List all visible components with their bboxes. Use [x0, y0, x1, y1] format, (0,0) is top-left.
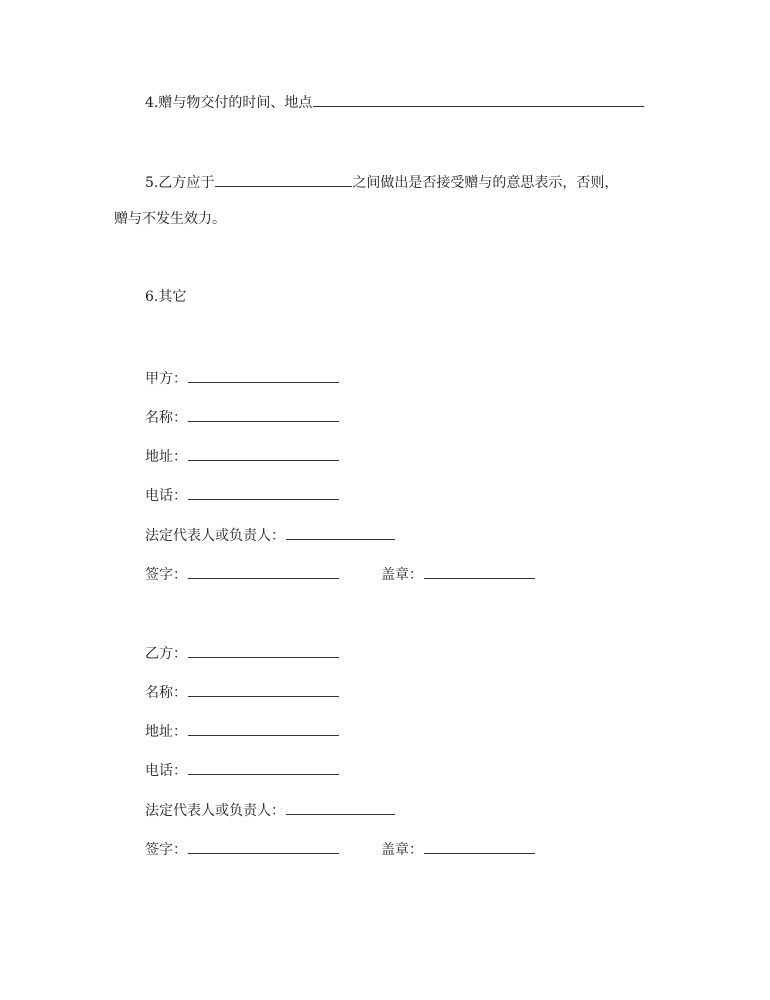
- party-a-label: 甲方：: [145, 371, 187, 387]
- party-b-rep-row: [145, 799, 395, 819]
- party-b-address-label: 地址：: [145, 724, 187, 740]
- party-b-name-row: [145, 681, 339, 701]
- clause-5-continuation: [114, 209, 226, 229]
- clause-4-text: 4.赠与物交付的时间、地点: [145, 95, 313, 111]
- clause-4: [145, 91, 644, 111]
- clause-6: [145, 287, 186, 307]
- party-a-sign-row: [145, 563, 339, 583]
- party-a-name-row: [145, 406, 339, 426]
- acceptance-period-field[interactable]: [215, 171, 352, 187]
- party-a-address-field[interactable]: [188, 445, 339, 461]
- party-a-seal-row: [381, 563, 535, 583]
- party-b-seal-field[interactable]: [424, 838, 535, 854]
- party-b-rep-label: 法定代表人或负责人：: [145, 803, 285, 819]
- party-a-sign-field[interactable]: [188, 563, 339, 579]
- party-a-phone-field[interactable]: [188, 484, 339, 500]
- party-b-sign-label: 签字：: [145, 842, 187, 858]
- party-b-name-field[interactable]: [188, 681, 339, 697]
- party-a-name-field[interactable]: [188, 406, 339, 422]
- party-a-phone-row: [145, 484, 339, 504]
- party-a-sign-label: 签字：: [145, 567, 187, 583]
- party-b-name-label: 名称：: [145, 685, 187, 701]
- clause-5-text-before: 5.乙方应于: [145, 175, 215, 191]
- party-b-phone-label: 电话：: [145, 763, 187, 779]
- clause-6-text: 6.其它: [145, 289, 187, 305]
- party-b-field[interactable]: [188, 642, 339, 658]
- party-a-address-label: 地址：: [145, 449, 187, 465]
- party-b-address-row: [145, 720, 339, 740]
- party-a-rep-row: [145, 524, 395, 544]
- party-b-address-field[interactable]: [188, 720, 339, 736]
- party-a-name-label: 名称：: [145, 410, 187, 426]
- party-b-phone-field[interactable]: [188, 759, 339, 775]
- party-b-row: [145, 642, 339, 662]
- party-b-sign-field[interactable]: [188, 838, 339, 854]
- party-a-seal-label: 盖章：: [381, 567, 423, 583]
- party-a-phone-label: 电话：: [145, 488, 187, 504]
- party-a-rep-label: 法定代表人或负责人：: [145, 528, 285, 544]
- clause-5-text-after: 之间做出是否接受赠与的意思表示，否则，: [352, 175, 619, 191]
- party-b-label: 乙方：: [145, 646, 187, 662]
- party-a-field[interactable]: [188, 367, 339, 383]
- party-a-rep-field[interactable]: [286, 524, 395, 540]
- delivery-time-place-field[interactable]: [313, 91, 644, 107]
- party-a-address-row: [145, 445, 339, 465]
- party-a-seal-field[interactable]: [424, 563, 535, 579]
- clause-5: [145, 171, 618, 191]
- party-a-row: [145, 367, 339, 387]
- clause-5-continuation-text: 赠与不发生效力。: [114, 211, 226, 227]
- party-b-seal-label: 盖章：: [381, 842, 423, 858]
- party-b-seal-row: [381, 838, 535, 858]
- party-b-sign-row: [145, 838, 339, 858]
- party-b-rep-field[interactable]: [286, 799, 395, 815]
- party-b-phone-row: [145, 759, 339, 779]
